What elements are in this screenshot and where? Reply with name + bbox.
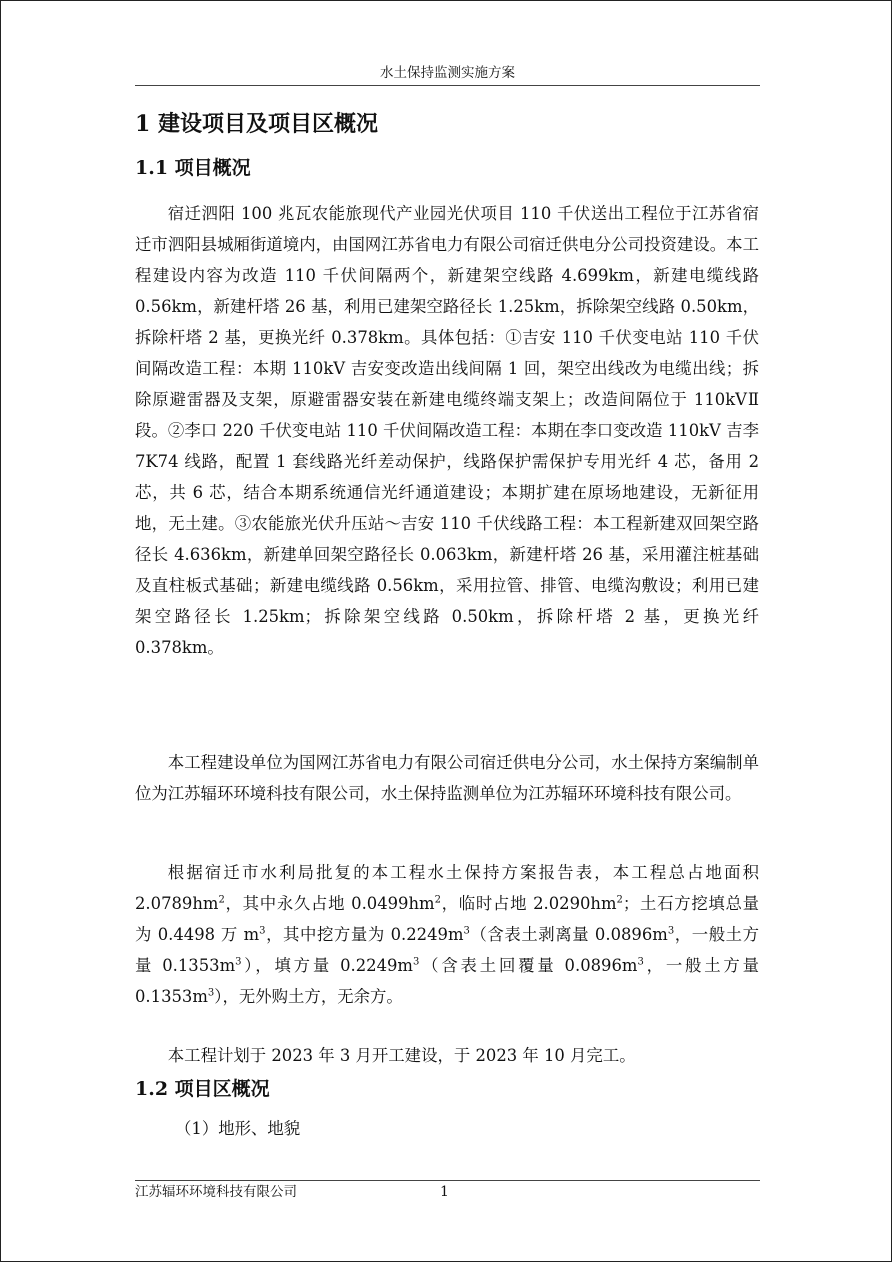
header-divider (135, 85, 760, 86)
page-header: 水土保持监测实施方案 (380, 65, 515, 81)
section-1-heading: 1 建设项目及项目区概况 (135, 111, 378, 137)
units-paragraph: 本工程建设单位为国网江苏省电力有限公司宿迁供电分公司，水土保持方案编制单位为江苏辐环环境科技有限公司，水土保持监测单位为江苏辐环环境科技有限公司。 (135, 753, 759, 803)
terrain-subitem: （1）地形、地貌 (175, 1119, 301, 1138)
footer-company: 江苏辐环环境科技有限公司 (135, 1184, 297, 1200)
section-1-1-heading: 1.1 项目概况 (135, 157, 251, 179)
land-earthwork-paragraph: 根据宿迁市水利局批复的本工程水土保持方案报告表，本工程总占地面积 $2.0789hm^2$，其中永久占地 $0.0499hm^2$，临时占地 $2.0290hm^2$；土石方挖填总量为 0.4498 万 $m^3$，其中挖方量为 $0.2249m^3$（含表土剥离量 $0.0896m^3$，一般土方量 $0.1353m^3$），填方量 $0.2249m^3$（含表土回覆量 $0.0896m^3$，一般土方量 $0.1353m^3$），无外购土方，无余方。 (135, 863, 760, 1006)
page-number: 1 (440, 1184, 449, 1200)
section-1-2-heading: 1.2 项目区概况 (135, 1078, 270, 1100)
footer-divider (135, 1180, 760, 1181)
project-overview-paragraph: 宿迁泗阳 100 兆瓦农能旅现代产业园光伏项目 110 千伏送出工程位于江苏省宿迁市泗阳县城厢街道境内，由国网江苏省电力有限公司宿迁供电分公司投资建设。本工程建设内容为改造 110 千伏间隔两个，新建架空线路 4.699km，新建电缆线路 0.56km，新建杆塔 26 基，利用已建架空路径长 1.25km，拆除架空线路 0.50km，拆除杆塔 2 基，更换光纤 0.378km。具体包括：①吉安 110 千伏变电站 110 千伏间隔改造工程：本期 110kV 吉安变改造出线间隔 1 回，架空出线改为电缆出线；拆除原避雷器及支架，原避雷器安装在新建电缆终端支架上；改造间隔位于 110kVⅡ段。②李口 220 千伏变电站 110 千伏间隔改造工程：本期在李口变改造 110kV 吉李 7K74 线路，配置 1 套线路光纤差动保护，线路保护需保护专用光纤 4 芯，备用 2 芯，共 6 芯，结合本期系统通信光纤通道建设；本期扩建在原场地建设，无新征用地，无土建。③农能旅光伏升压站～吉安 110 千伏线路工程：本工程新建双回架空路径长 4.636km，新建单回架空路径长 0.063km，新建杆塔 26 基，采用灌注桩基础及直柱板式基础；新建电缆线路 0.56km，采用拉管、排管、电缆沟敷设；利用已建架空路径长 1.25km；拆除架空线路 0.50km，拆除杆塔 2 基，更换光纤 0.378km。 (135, 204, 759, 657)
schedule-paragraph: 本工程计划于 2023 年 3 月开工建设，于 2023 年 10 月完工。 (167, 1046, 636, 1065)
